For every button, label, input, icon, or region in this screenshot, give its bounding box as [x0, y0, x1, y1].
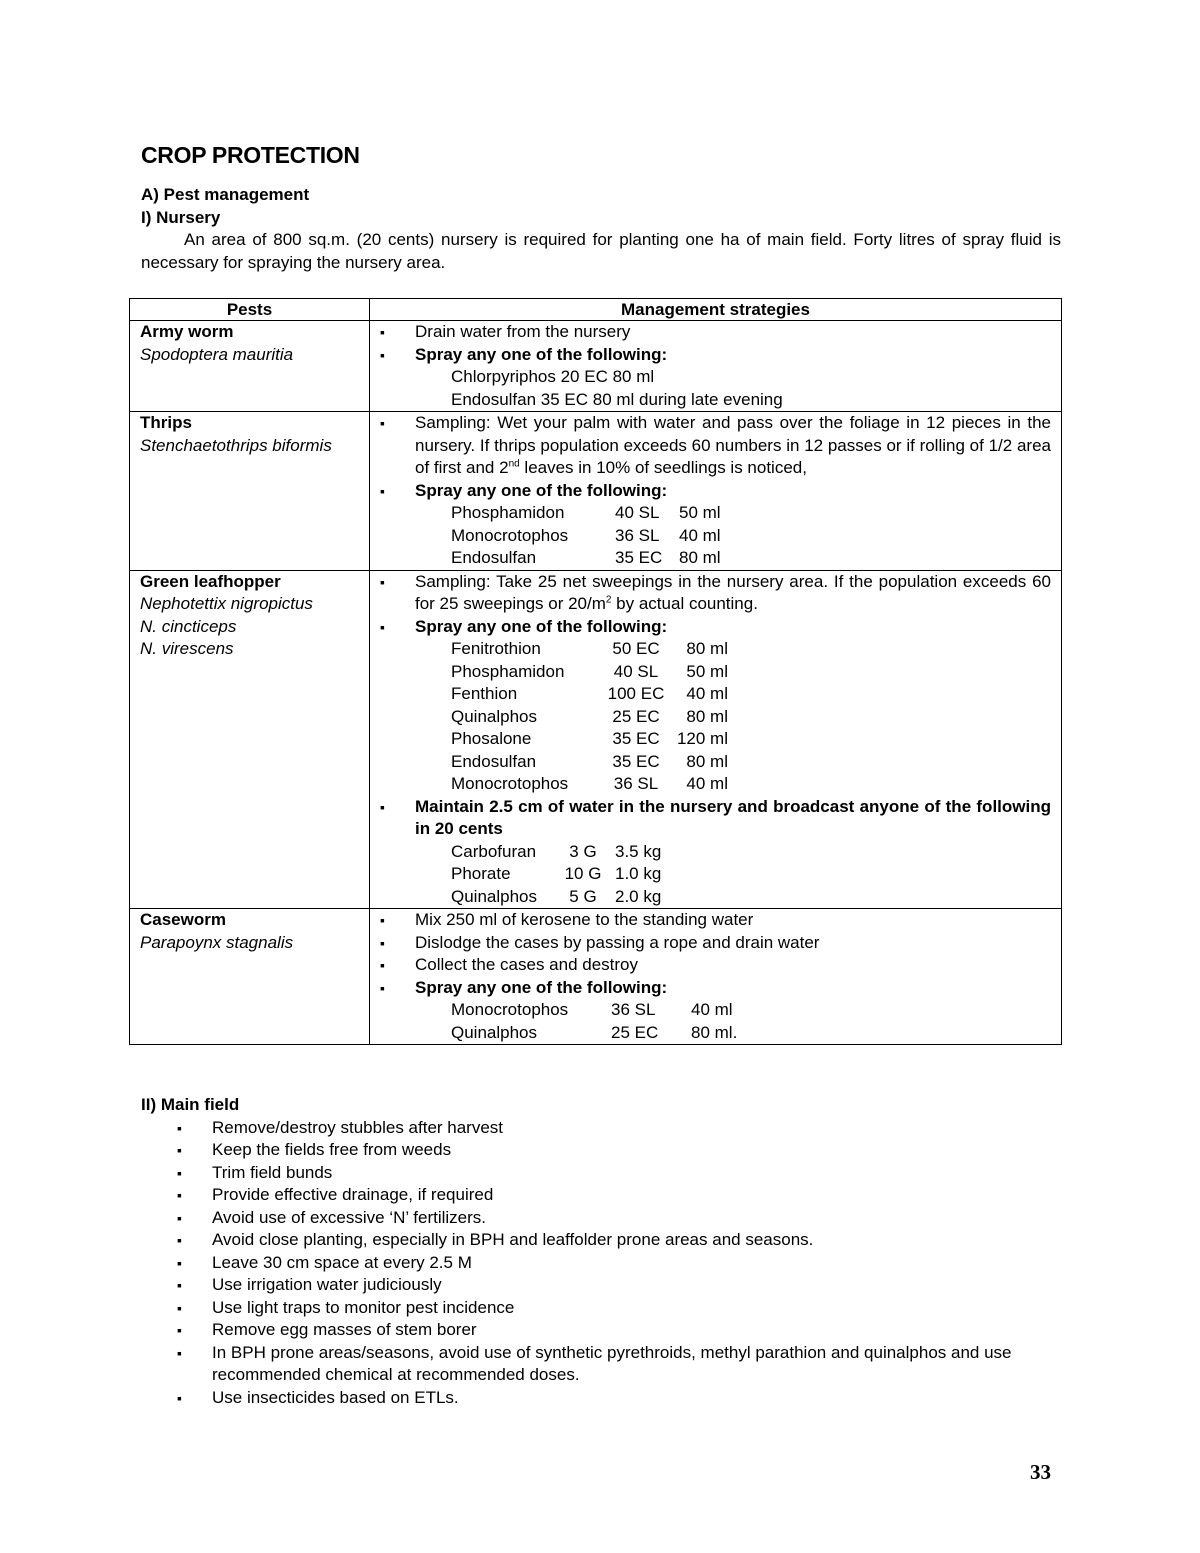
chemical-dose: 80 ml: [686, 751, 728, 771]
strategy-item: ▪ Dislodge the cases by passing a rope and drain water: [380, 932, 1051, 955]
strategy-item: ▪ Spray any one of the following:: [380, 977, 1051, 1000]
superscript: nd: [508, 458, 520, 470]
list-item: ▪ Avoid use of excessive ‘N’ fertilizers.: [141, 1207, 1061, 1230]
strategy-item: ▪ Maintain 2.5 cm of water in the nursery and broadcast anyone of the following in 20 cents: [380, 796, 1051, 841]
chemical-list: [451, 366, 1051, 411]
sampling-text: by actual counting.: [611, 594, 758, 613]
chemical-name: Quinalphos: [451, 706, 538, 726]
chemical-dose: 80 ml: [686, 706, 728, 726]
scientific-name: Nephotettix nigropictus: [140, 594, 313, 613]
chemical-dose: 40 ml: [679, 525, 721, 545]
chemical-formulation: 35 EC: [615, 548, 663, 567]
chemical-name: Quinalphos: [451, 1022, 538, 1042]
list-item: ▪ Use insecticides based on ETLs.: [141, 1387, 1061, 1410]
pest-management-table: [129, 298, 1062, 1045]
chemical-name: Fenitrothion: [451, 639, 541, 658]
sampling-text: Sampling: Wet your palm with water and pass over the foliage in 12 pieces in the nursery. If thrips population exceeds 60 numbers in 12 passes or if rolling of 1/2 area of first and 2: [415, 413, 1051, 477]
strategy-item: [380, 412, 1051, 480]
chemical-table: [451, 502, 1051, 570]
chemical-name: Endosulfan: [451, 548, 537, 567]
chemical-dose: 40 ml: [686, 774, 728, 793]
chemical-formulation: 10 G: [564, 864, 602, 883]
chemical-dose: 3.5 kg: [615, 841, 662, 861]
scientific-name: Parapoynx stagnalis: [140, 932, 294, 952]
strategy-cell: [370, 321, 1062, 412]
list-item: ▪ Keep the fields free from weeds: [141, 1139, 1061, 1162]
chemical-dose: 1.0 kg: [615, 864, 662, 883]
list-item: ▪ Remove egg masses of stem borer: [141, 1319, 1061, 1342]
strategy-item: ▪ Spray any one of the following:: [380, 480, 1051, 503]
strategy-item: ▪ Spray any one of the following:: [380, 616, 1051, 639]
strategy-item: ▪ Mix 250 ml of kerosene to the standing water: [380, 909, 1051, 932]
table-row: [130, 321, 1062, 412]
page-number: 33: [1030, 1460, 1051, 1484]
strategy-cell: [370, 909, 1062, 1045]
pest-cell: [130, 570, 370, 909]
chemical-dose: 50 ml: [686, 661, 728, 681]
chemical-formulation: 36 SL: [613, 774, 659, 793]
main-field-section: [141, 1094, 1061, 1409]
chemical-line: Endosulfan 35 EC 80 ml during late evening: [451, 389, 783, 409]
chemical-name: Monocrotophos: [451, 1000, 569, 1019]
chemical-name: Phosphamidon: [451, 503, 565, 522]
chemical-formulation: 36 SL: [611, 1000, 656, 1019]
list-item: ▪ Use light traps to monitor pest incidence: [141, 1297, 1061, 1320]
intro-paragraph: An area of 800 sq.m. (20 cents) nursery is required for planting one ha of main field. Forty litres of spray fluid is necessary for spraying the nursery area.: [141, 230, 1061, 272]
chemical-dose: 40 ml: [691, 1000, 733, 1019]
pest-name: Thrips: [140, 413, 192, 432]
header-pests: Pests: [130, 299, 370, 321]
list-item: ▪ Remove/destroy stubbles after harvest: [141, 1117, 1061, 1140]
strategy-cell: [370, 570, 1062, 909]
strategy-item: ▪ Collect the cases and destroy: [380, 954, 1051, 977]
table-header-row: [130, 299, 1062, 321]
section-heading-a: A) Pest management: [141, 185, 310, 204]
chemical-dose: 2.0 kg: [615, 886, 662, 906]
pest-cell: [130, 412, 370, 571]
table-row: [130, 412, 1062, 571]
list-item: ▪ Avoid close planting, especially in BPH and leaffolder prone areas and seasons.: [141, 1229, 1061, 1252]
chemical-line: Chlorpyriphos 20 EC 80 ml: [451, 367, 655, 386]
chemical-table: [451, 638, 1051, 796]
scientific-name: N. virescens: [140, 639, 234, 658]
chemical-formulation: 35 EC: [612, 751, 660, 771]
chemical-dose: 80 ml: [686, 639, 728, 658]
chemical-name: Monocrotophos: [451, 525, 569, 545]
chemical-formulation: 100 EC: [607, 684, 665, 703]
chemical-formulation: 40 SL: [613, 661, 659, 681]
list-item: ▪ Trim field bunds: [141, 1162, 1061, 1185]
scientific-name: Spodoptera mauritia: [140, 344, 294, 364]
section-heading-main-field: II) Main field: [141, 1095, 240, 1114]
strategy-item: [380, 571, 1051, 616]
list-item: ▪ Use irrigation water judiciously: [141, 1274, 1061, 1297]
list-item: ▪ Provide effective drainage, if required: [141, 1184, 1061, 1207]
sampling-text: Sampling: Take 25 net sweepings in the nursery area. If the population exceeds 60 for 25 sweepings or 20/m: [415, 571, 1051, 613]
sampling-text: leaves in 10% of seedlings is noticed,: [519, 458, 807, 477]
granule-table: [451, 841, 1051, 909]
header-strategies: Management strategies: [370, 299, 1062, 321]
chemical-dose: 80 ml: [679, 548, 721, 567]
table-row: [130, 909, 1062, 1045]
scientific-name: N. cincticeps: [140, 616, 237, 636]
chemical-name: Carbofuran: [451, 841, 537, 861]
pest-name: Caseworm: [140, 910, 226, 929]
list-item: ▪ Leave 30 cm space at every 2.5 M: [141, 1252, 1061, 1275]
chemical-name: Fenthion: [451, 684, 518, 703]
chemical-formulation: 35 EC: [612, 729, 660, 748]
chemical-dose: 120 ml: [676, 729, 728, 748]
chemical-dose: 80 ml.: [691, 1022, 738, 1042]
chemical-formulation: 25 EC: [611, 1022, 659, 1042]
chemical-name: Phosphamidon: [451, 661, 565, 681]
strategy-item: ▪ Spray any one of the following:: [380, 344, 1051, 367]
chemical-name: Quinalphos: [451, 886, 538, 906]
pest-cell: [130, 321, 370, 412]
chemical-dose: 40 ml: [686, 684, 728, 703]
chemical-dose: 50 ml: [679, 503, 721, 522]
chemical-formulation: 25 EC: [612, 706, 660, 726]
superscript: 2: [605, 594, 612, 606]
table-row: [130, 570, 1062, 909]
chemical-name: Endosulfan: [451, 751, 537, 771]
chemical-name: Phorate: [451, 864, 511, 883]
chemical-formulation: 40 SL: [615, 503, 660, 522]
page-header: [141, 140, 1061, 274]
chemical-name: Monocrotophos: [451, 774, 569, 793]
pest-name: Green leafhopper: [140, 571, 281, 591]
page-title: CROP PROTECTION: [141, 142, 360, 168]
section-heading-nursery: I) Nursery: [141, 207, 221, 227]
strategy-cell: [370, 412, 1062, 571]
pest-cell: [130, 909, 370, 1045]
main-field-list: [141, 1117, 1061, 1410]
chemical-formulation: 36 SL: [615, 525, 660, 545]
chemical-formulation: 50 EC: [612, 639, 660, 658]
chemical-formulation: 5 G: [569, 886, 597, 906]
chemical-table: [451, 999, 1051, 1044]
scientific-name: Stenchaetothrips biformis: [140, 435, 332, 455]
pest-name: Army worm: [140, 322, 234, 341]
chemical-name: Phosalone: [451, 729, 532, 748]
list-item: ▪ In BPH prone areas/seasons, avoid use of synthetic pyrethroids, methyl parathion and quinalphos and use recommended chemical at recommended doses.: [141, 1342, 1061, 1387]
strategy-item: ▪ Drain water from the nursery: [380, 321, 1051, 344]
chemical-formulation: 3 G: [569, 841, 597, 861]
